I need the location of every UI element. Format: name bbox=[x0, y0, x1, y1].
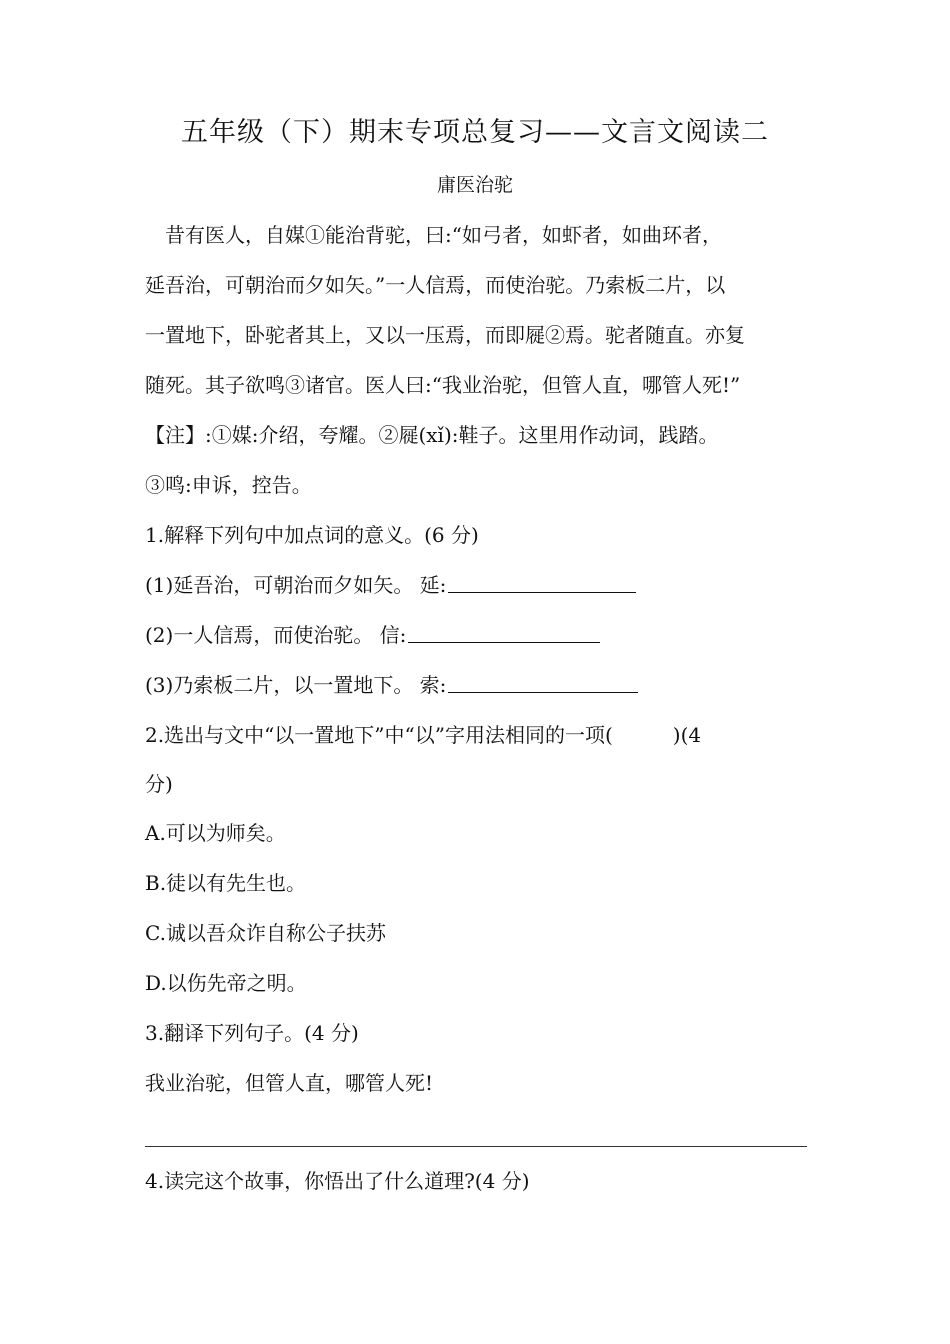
question-3-prompt: 3.翻译下列句子。(4 分) bbox=[145, 1021, 359, 1045]
question-2-prompt: 2.选出与文中“以一置地下”中“以”字用法相同的一项( )(4 bbox=[145, 723, 702, 747]
notes-line: ③鸣:申诉，控告。 bbox=[145, 473, 312, 497]
answer-blank[interactable] bbox=[448, 570, 636, 593]
passage-line: 延吾治，可朝治而夕如矢。”一人信焉，而使治驼。乃索板二片，以 bbox=[145, 273, 726, 297]
answer-blank[interactable] bbox=[408, 620, 600, 643]
passage-title: 庸医治驼 bbox=[436, 174, 513, 196]
question-1-item bbox=[145, 620, 600, 650]
question-1-item bbox=[145, 670, 638, 700]
question-2-option: D.以伤先帝之明。 bbox=[145, 971, 307, 995]
question-2-option: B.徒以有先生也。 bbox=[145, 871, 307, 895]
passage-line: 一置地下，卧驼者其上，又以一压焉，而即屣②焉。驼者随直。亦复 bbox=[145, 323, 745, 347]
question-2-option: C.诚以吾众诈自称公子扶苏 bbox=[145, 921, 386, 945]
passage-line: 随死。其子欲鸣③诸官。医人曰:“我业治驼，但管人直，哪管人死!” bbox=[145, 373, 741, 397]
question-1-item-text: (2)一人信焉，而使治驼。 信: bbox=[145, 623, 407, 647]
question-1-prompt: 1.解释下列句中加点词的意义。(6 分) bbox=[145, 523, 479, 547]
question-2-prompt-cont: 分) bbox=[145, 772, 173, 796]
question-3-sentence: 我业治驼，但管人直，哪管人死! bbox=[145, 1071, 434, 1095]
question-1-item-text: (3)乃索板二片，以一置地下。 索: bbox=[145, 673, 447, 697]
page-title: 五年级（下）期末专项总复习——文言文阅读二 bbox=[181, 117, 769, 148]
question-1-item bbox=[145, 570, 636, 600]
question-2-option: A.可以为师矣。 bbox=[145, 821, 286, 845]
question-4-prompt: 4.读完这个故事，你悟出了什么道理?(4 分) bbox=[145, 1169, 530, 1193]
passage-line: 昔有医人，自媒①能治背驼，曰:“如弓者，如虾者，如曲环者， bbox=[145, 223, 722, 247]
answer-blank[interactable] bbox=[448, 670, 638, 693]
answer-line[interactable] bbox=[145, 1146, 807, 1147]
notes-line: 【注】:①媒:介绍，夸耀。②屣(xǐ):鞋子。这里用作动词，践踏。 bbox=[145, 423, 719, 447]
question-1-item-text: (1)延吾治，可朝治而夕如矢。 延: bbox=[145, 573, 447, 597]
